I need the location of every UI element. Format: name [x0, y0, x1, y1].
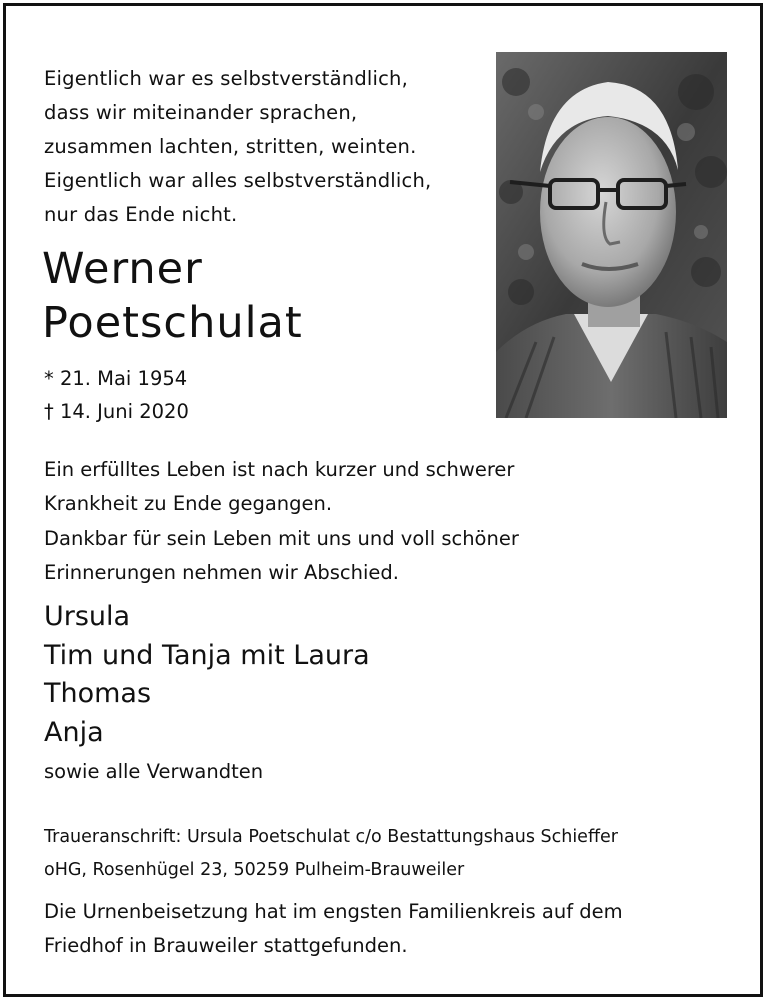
burial-line: Friedhof in Brauweiler stattgefunden.: [44, 934, 408, 957]
mourner-name: Thomas: [44, 678, 152, 709]
portrait-photo: [496, 52, 727, 418]
first-name: Werner: [42, 244, 203, 294]
message-line: Krankheit zu Ende gegangen.: [44, 492, 333, 515]
portrait-photo-icon: [496, 52, 727, 418]
mourner-name: Anja: [44, 716, 104, 748]
relatives-note: sowie alle Verwandten: [44, 760, 264, 783]
mourning-address: [44, 821, 618, 887]
poem: [44, 62, 484, 232]
message-line: Erinnerungen nehmen wir Abschied.: [44, 561, 399, 584]
message-line: Ein erfülltes Leben ist nach kurzer und schwerer: [44, 458, 515, 481]
obituary-notice: [3, 3, 763, 997]
mourner-name: Ursula: [44, 601, 131, 632]
life-dates: [44, 362, 189, 428]
death-date: † 14. Juni 2020: [44, 400, 189, 423]
deceased-name: [42, 242, 303, 350]
poem-line: Eigentlich war alles selbstverständlich,: [44, 169, 432, 192]
poem-line: zusammen lachten, stritten, weinten.: [44, 135, 417, 158]
message-paragraph-2: [44, 522, 519, 590]
mourner-name: Tim und Tanja mit Laura: [44, 639, 370, 671]
mourners-list: [44, 598, 370, 752]
burial-line: Die Urnenbeisetzung hat im engsten Familienkreis auf dem: [44, 900, 623, 923]
address-line: oHG, Rosenhügel 23, 50259 Pulheim-Brauweiler: [44, 860, 465, 880]
burial-note: [44, 895, 623, 963]
birth-date: * 21. Mai 1954: [44, 367, 188, 390]
message-paragraph-1: [44, 453, 514, 521]
last-name: Poetschulat: [42, 298, 303, 348]
message-line: Dankbar für sein Leben mit uns und voll schöner: [44, 527, 519, 550]
poem-line: dass wir miteinander sprachen,: [44, 101, 358, 124]
address-line: Traueranschrift: Ursula Poetschulat c/o Bestattungshaus Schieffer: [44, 827, 618, 847]
poem-line: nur das Ende nicht.: [44, 203, 238, 226]
poem-line: Eigentlich war es selbstverständlich,: [44, 67, 409, 90]
